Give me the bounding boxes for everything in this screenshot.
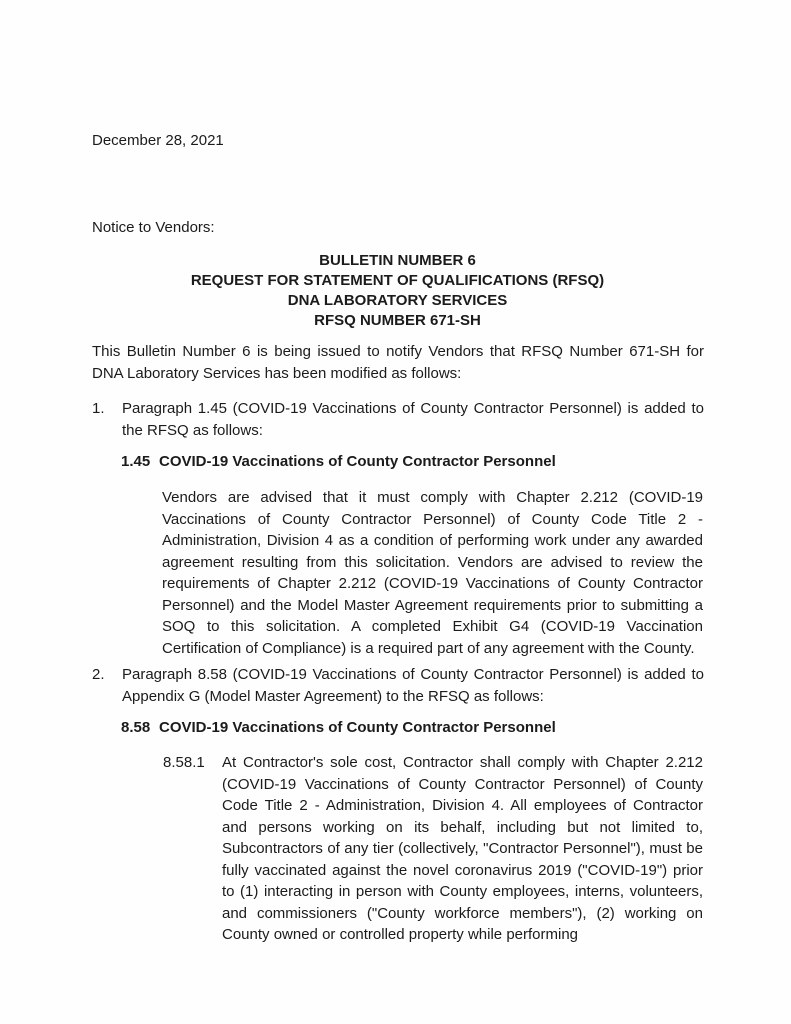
title-line-rfsq: REQUEST FOR STATEMENT OF QUALIFICATIONS (RFSQ) [190,272,605,289]
section-heading-1-45 [121,451,703,473]
document-title [92,251,703,331]
section-number-8-58: 8.58 [121,719,151,736]
clause-number-8-58-1: 8.58.1 [163,754,205,771]
clause-8-58-1 [163,752,703,946]
section-title-1-45: COVID-19 Vaccinations of County Contractor Personnel [159,453,556,470]
title-line-rfsq-number: RFSQ NUMBER 671-SH [314,312,481,329]
list-item-1-text: Paragraph 1.45 (COVID-19 Vaccinations of County Contractor Personnel) is added to the RFSQ as follows: [122,400,704,439]
clause-text-8-58-1: At Contractor's sole cost, Contractor shall comply with Chapter 2.212 (COVID-19 Vaccinations of County Contractor Personnel) of County Code Title 2 - Administration, Division 4. All employees of Contractor and persons working on its behalf, including but not limited to, Subcontractors of any tier (collectively, "Contractor Personnel"), must be fully vaccinated against the novel coronavirus 2019 ("COVID-19") prior to (1) interacting in person with County employees, interns, volunteers, and commissioners ("County workforce members"), (2) working on County owned or controlled property while performing [222,754,703,943]
title-line-bulletin-number: BULLETIN NUMBER 6 [319,252,476,269]
section-body-1-45: Vendors are advised that it must comply with Chapter 2.212 (COVID-19 Vaccinations of County Contractor Personnel) of County Code Title 2 - Administration, Division 4 as a condition of performing work under any awarded agreement resulting from this solicitation. Vendors are advised to review the requirements of Chapter 2.212 (COVID-19 Vaccinations of County Contractor Personnel) and the Model Master Agreement requirements prior to submitting a SOQ to this solicitation. A completed Exhibit G4 (COVID-19 Vaccination Certification of Compliance) is a required part of any agreement with the County. [162,489,703,657]
title-line-dna-services: DNA LABORATORY SERVICES [287,292,508,309]
list-item-2 [92,664,704,707]
section-title-8-58: COVID-19 Vaccinations of County Contractor Personnel [159,719,556,736]
list-item-2-number: 2. [92,666,105,683]
salutation: Notice to Vendors: [92,219,215,236]
document-date: December 28, 2021 [92,132,224,149]
list-item-1-number: 1. [92,400,105,417]
section-number-1-45: 1.45 [121,453,151,470]
intro-paragraph: This Bulletin Number 6 is being issued to notify Vendors that RFSQ Number 671-SH for DNA Laboratory Services has been modified as follows: [92,343,704,382]
section-heading-8-58 [121,717,703,739]
list-item-2-text: Paragraph 8.58 (COVID-19 Vaccinations of County Contractor Personnel) is added to Appendix G (Model Master Agreement) to the RFSQ as follows: [122,666,704,705]
list-item-1 [92,398,704,441]
